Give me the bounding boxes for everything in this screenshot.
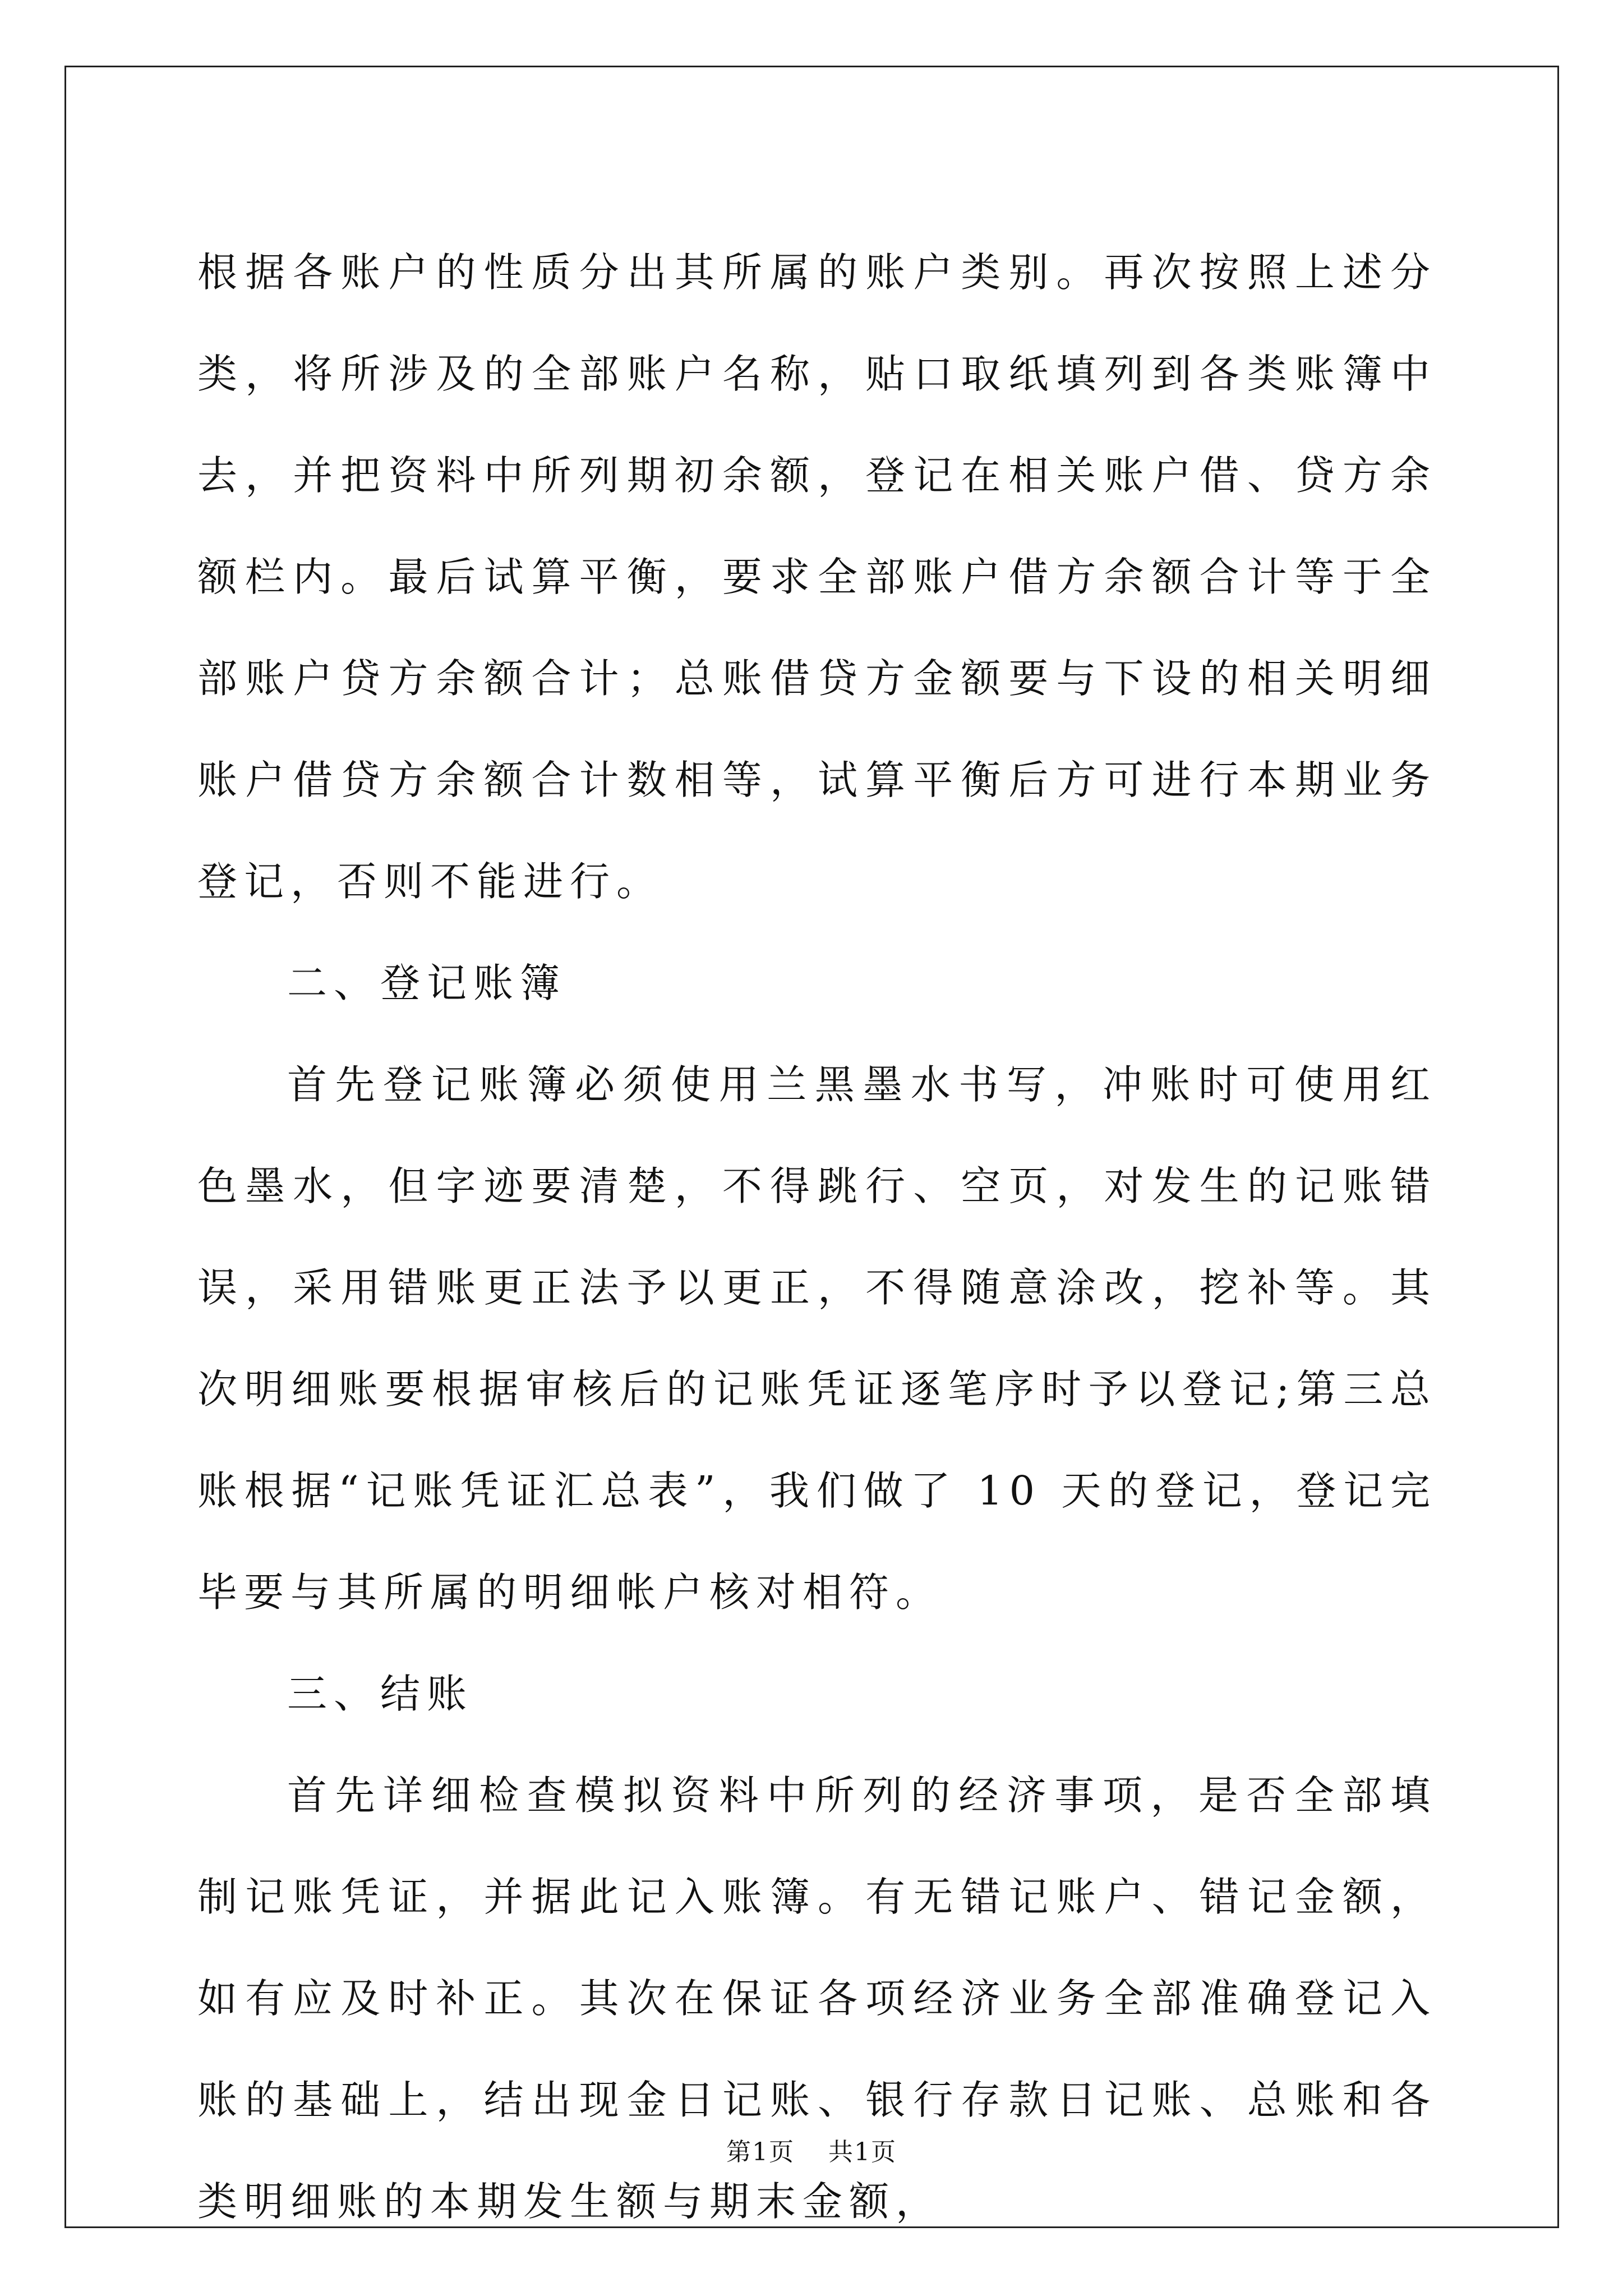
page-footer [0, 2132, 1623, 2168]
section-heading-register-ledgers: 二、登记账簿 [287, 960, 567, 1006]
paragraph-closing-accounts: 首先详细检查模拟资料中所列的经济事项，是否全部填制记账凭证，并据此记入账簿。有无错记账户、错记金额，如有应及时补正。其次在保证各项经济业务全部准确登记入账的基础上，结出现金日记账、银行存款日记账、总账和各类明细账的本期发生额与期末金额， [197, 1772, 1437, 2225]
page-total: 共1页 [828, 2138, 897, 2166]
paragraph-continuation: 根据各账户的性质分出其所属的账户类别。再次按照上述分类，将所涉及的全部账户名称，贴口取纸填列到各类账簿中去，并把资料中所列期初余额，登记在相关账户借、贷方余额栏内。最后试算平衡，要求全部账户借方余额合计等于全部账户贷方余额合计；总账借贷方金额要与下设的相关明细账户借贷方余额合计数相等，试算平衡后方可进行本期业务登记，否则不能进行。 [197, 249, 1437, 905]
page-number: 第1页 [726, 2138, 795, 2166]
document-body [197, 222, 1437, 2252]
section-heading-closing-accounts: 三、结账 [287, 1671, 474, 1717]
paragraph-register-ledgers: 首先登记账簿必须使用兰黑墨水书写，冲账时可使用红色墨水，但字迹要清楚，不得跳行、空页，对发生的记账错误，采用错账更正法予以更正，不得随意涂改，挖补等。其次明细账要根据审核后的记账凭证逐笔序时予以登记;第三总账根据“记账凭证汇总表”，我们做了 10 天的登记，登记完毕要与其所属的明细帐户核对相符。 [197, 1061, 1437, 1616]
